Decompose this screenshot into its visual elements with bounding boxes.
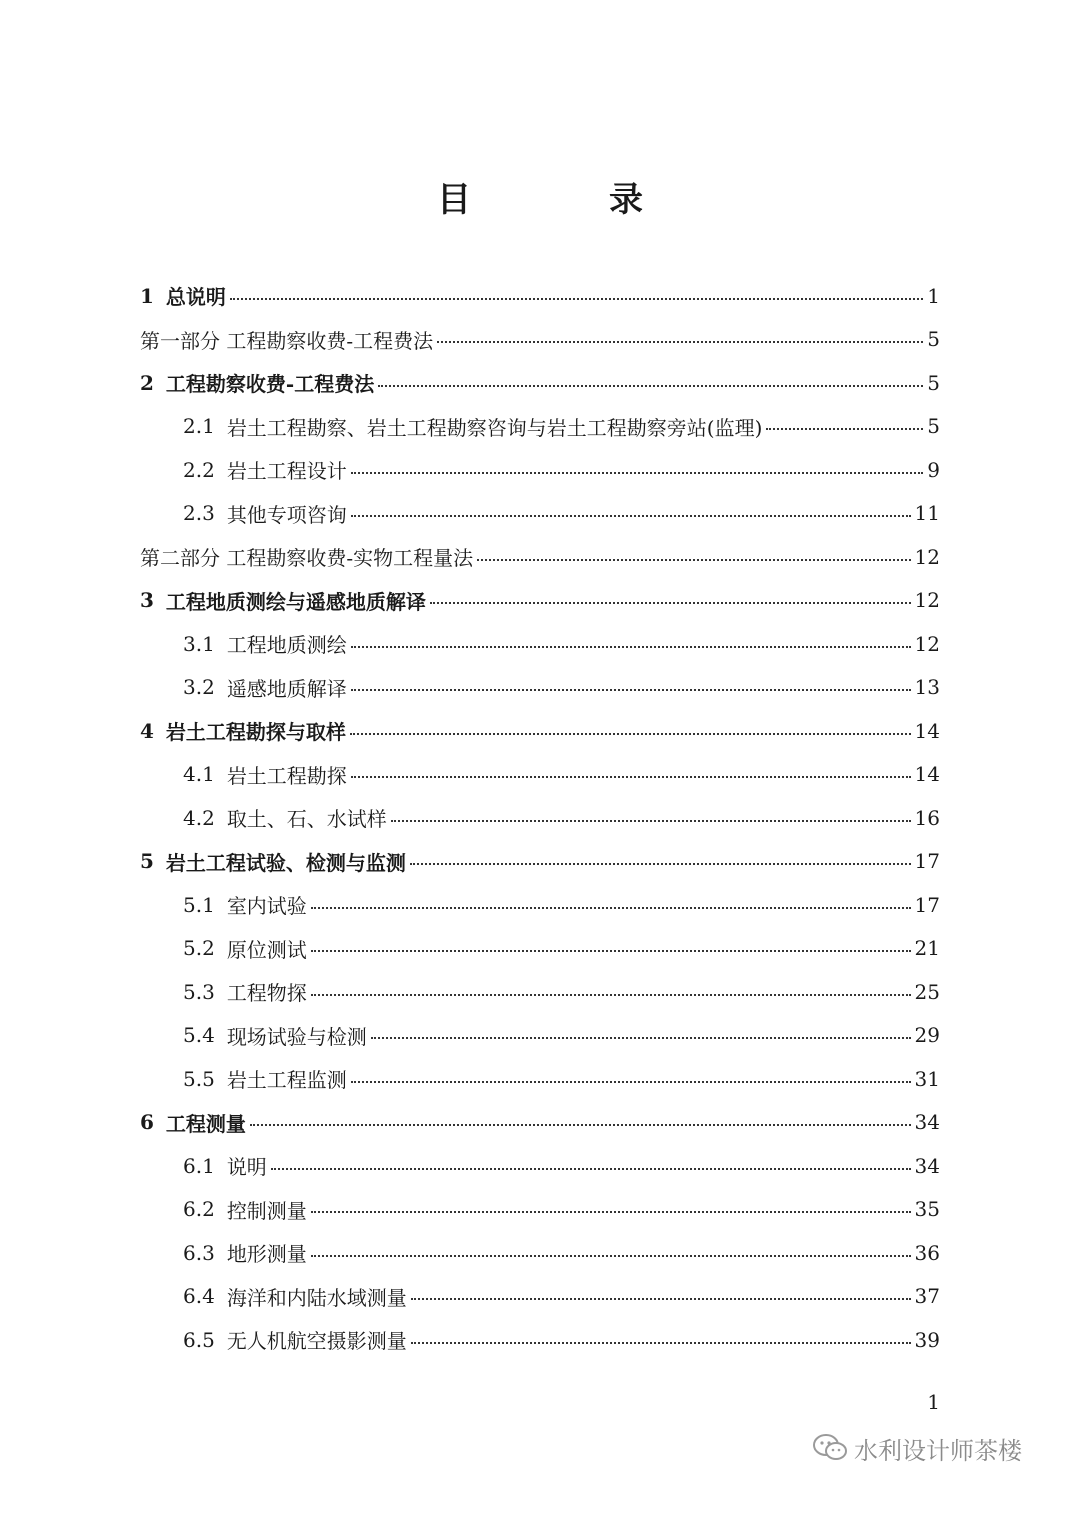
toc-entry-page: 14 <box>914 762 940 787</box>
toc-entry-number: 5.2 <box>183 936 215 961</box>
toc-entry <box>140 840 940 884</box>
toc-entry-number: 5.4 <box>183 1023 215 1048</box>
toc-entry-title: 岩土工程试验、检测与监测 <box>165 850 406 875</box>
toc-entry <box>140 970 940 1014</box>
toc-entry-page: 21 <box>914 936 940 961</box>
dot-leader <box>351 646 911 648</box>
toc-entry <box>140 927 940 971</box>
dot-leader <box>311 1211 911 1213</box>
toc-entry <box>140 1014 940 1058</box>
dot-leader <box>411 1298 911 1300</box>
watermark-text: 水利设计师茶楼 <box>854 1436 1022 1465</box>
toc-entry-title: 现场试验与检测 <box>226 1024 367 1049</box>
toc-entry-number: 6.1 <box>183 1153 215 1178</box>
toc-entry-title: 地形测量 <box>226 1242 307 1267</box>
toc-entry <box>140 709 940 753</box>
page-number: 1 <box>927 1390 940 1414</box>
dot-leader <box>430 602 911 604</box>
toc-entry <box>140 753 940 797</box>
toc-entry-title: 岩土工程监测 <box>226 1068 347 1093</box>
toc-entry-title: 工程物探 <box>226 981 307 1006</box>
toc-entry-page: 29 <box>914 1023 940 1048</box>
toc-entry-title: 工程勘察收费-工程费法 <box>165 372 375 397</box>
toc-entry-title: 第二部分 工程勘察收费-实物工程量法 <box>140 546 474 571</box>
toc-entry-title: 说明 <box>226 1155 267 1180</box>
dot-leader <box>437 341 923 343</box>
toc-entry-number: 6.2 <box>183 1197 215 1222</box>
dot-leader <box>230 298 923 300</box>
toc-entry-number: 4.2 <box>183 805 215 830</box>
toc-entry-page: 34 <box>914 1110 940 1135</box>
toc-entry-title: 工程地质测绘 <box>226 633 347 658</box>
dot-leader <box>311 1255 911 1257</box>
toc-entry <box>140 361 940 405</box>
toc-entry-page: 1 <box>927 283 940 308</box>
toc-entry-number: 6.3 <box>183 1240 215 1265</box>
toc-entry-title: 原位测试 <box>226 937 307 962</box>
toc-entry-page: 5 <box>927 414 940 439</box>
toc-entry-number: 5.1 <box>183 892 215 917</box>
toc-entry-number: 2.1 <box>183 414 215 439</box>
toc-entry-page: 14 <box>914 718 940 743</box>
toc-entry <box>140 1231 940 1275</box>
toc-entry-title: 取土、石、水试样 <box>226 807 387 832</box>
toc-entry-number: 6.4 <box>183 1284 215 1309</box>
toc-entry-page: 5 <box>927 370 940 395</box>
toc-entry-title: 无人机航空摄影测量 <box>226 1329 407 1354</box>
toc-entry-number: 3.1 <box>183 631 215 656</box>
toc-entry-page: 34 <box>914 1153 940 1178</box>
toc-entry-number: 4.1 <box>183 762 215 787</box>
toc-entry-title: 遥感地质解译 <box>226 676 347 701</box>
toc-entry-page: 36 <box>914 1240 940 1265</box>
toc-entry-number: 5.3 <box>183 979 215 1004</box>
dot-leader <box>351 1081 911 1083</box>
dot-leader <box>351 776 911 778</box>
toc-entry-page: 35 <box>914 1197 940 1222</box>
dot-leader <box>766 428 923 430</box>
dot-leader <box>350 733 911 735</box>
table-of-contents <box>140 274 940 1362</box>
toc-entry <box>140 405 940 449</box>
toc-entry-number: 6.5 <box>183 1327 215 1352</box>
dot-leader <box>311 950 911 952</box>
toc-entry-title: 工程地质测绘与遥感地质解译 <box>165 589 426 614</box>
toc-entry-number: 3.2 <box>183 675 215 700</box>
toc-entry-page: 11 <box>914 501 940 526</box>
dot-leader <box>351 472 923 474</box>
toc-entry <box>140 1057 940 1101</box>
toc-entry-number: 5 <box>140 849 154 874</box>
toc-entry-number: 5.5 <box>183 1066 215 1091</box>
dot-leader <box>391 820 911 822</box>
toc-entry-page: 39 <box>914 1327 940 1352</box>
dot-leader <box>351 689 911 691</box>
toc-entry-page: 31 <box>914 1066 940 1091</box>
toc-entry-page: 5 <box>927 327 940 352</box>
toc-entry-title: 室内试验 <box>226 894 307 919</box>
page-title: 目 录 <box>437 180 695 220</box>
dot-leader <box>411 1342 911 1344</box>
toc-entry <box>140 796 940 840</box>
toc-entry <box>140 622 940 666</box>
dot-leader <box>311 994 911 996</box>
toc-entry-number: 1 <box>140 283 154 308</box>
toc-entry-title: 其他专项咨询 <box>226 502 347 527</box>
toc-entry <box>140 318 940 362</box>
toc-entry <box>140 1318 940 1362</box>
toc-entry <box>140 274 940 318</box>
toc-entry-title: 控制测量 <box>226 1198 307 1223</box>
dot-leader <box>378 385 923 387</box>
toc-entry-page: 12 <box>914 631 940 656</box>
toc-entry-page: 37 <box>914 1284 940 1309</box>
toc-entry <box>140 579 940 623</box>
dot-leader <box>371 1037 911 1039</box>
toc-entry-page: 17 <box>914 892 940 917</box>
dot-leader <box>477 559 910 561</box>
toc-entry <box>140 883 940 927</box>
toc-entry-page: 9 <box>927 457 940 482</box>
toc-entry <box>140 1144 940 1188</box>
watermark <box>812 1428 1022 1468</box>
toc-entry-title: 岩土工程勘探 <box>226 763 347 788</box>
toc-entry-page: 12 <box>914 588 940 613</box>
toc-entry-title: 岩土工程勘探与取样 <box>165 720 346 745</box>
toc-entry <box>140 448 940 492</box>
toc-entry-page: 17 <box>914 849 940 874</box>
toc-entry-page: 25 <box>914 979 940 1004</box>
dot-leader <box>311 907 911 909</box>
toc-entry-page: 13 <box>914 675 940 700</box>
dot-leader <box>351 515 911 517</box>
toc-entry-number: 3 <box>140 588 154 613</box>
toc-entry-title: 工程测量 <box>165 1111 246 1136</box>
toc-entry-page: 16 <box>914 805 940 830</box>
dot-leader <box>410 863 911 865</box>
toc-entry-number: 6 <box>140 1110 154 1135</box>
toc-entry <box>140 1101 940 1145</box>
toc-entry-number: 4 <box>140 718 154 743</box>
toc-entry <box>140 535 940 579</box>
toc-entry-page: 12 <box>914 544 940 569</box>
toc-entry-title: 第一部分 工程勘察收费-工程费法 <box>140 328 434 353</box>
toc-entry <box>140 1275 940 1319</box>
toc-entry-number: 2.2 <box>183 457 215 482</box>
toc-entry-title: 岩土工程勘察、岩土工程勘察咨询与岩土工程勘察旁站(监理) <box>226 415 763 440</box>
toc-entry <box>140 666 940 710</box>
dot-leader <box>271 1168 911 1170</box>
toc-entry <box>140 492 940 536</box>
toc-entry-number: 2 <box>140 370 154 395</box>
toc-entry-number: 2.3 <box>183 501 215 526</box>
dot-leader <box>250 1124 911 1126</box>
toc-entry <box>140 1188 940 1232</box>
wechat-icon <box>812 1433 848 1463</box>
toc-entry-title: 总说明 <box>165 285 226 310</box>
toc-entry-title: 岩土工程设计 <box>226 459 347 484</box>
toc-entry-title: 海洋和内陆水域测量 <box>226 1285 407 1310</box>
